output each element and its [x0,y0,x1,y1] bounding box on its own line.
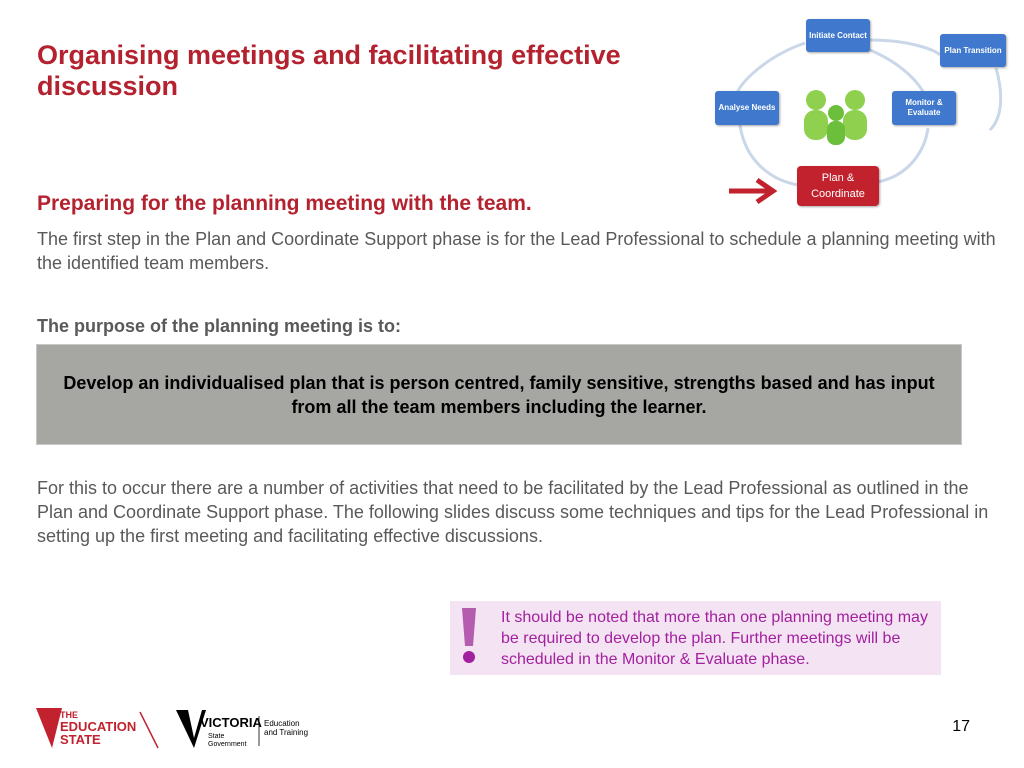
right-arrow-icon [727,176,779,206]
plan-coordinate-step: Plan & Coordinate [797,166,879,206]
body-paragraph: For this to occur there are a number of activities that need to be facilitated by the Lead Professional as outlined in the Plan and Coordinate Support phase. The following slides discuss some techniques and tips for the Lead Professional in setting up the first meeting and facilitating effective discussions. [37,478,989,546]
vic-logo-name: VICTORIA [200,715,262,730]
edu-logo-the: THE [60,710,78,720]
education-state-logo-mark [36,706,162,752]
analyse-needs-step: Analyse Needs [715,91,779,125]
victoria-government-logo [176,706,321,750]
edu-logo-education: EDUCATION [60,719,137,734]
victoria-government-logo-mark [176,706,321,750]
page-number: 17 [952,718,970,735]
note-text: It should be noted that more than one planning meeting may be required to develop the plan. Further meetings will be scheduled in the Monitor & Evaluate phase. [501,609,928,668]
people-icon [804,90,867,145]
exclamation-icon [458,604,480,666]
purpose-text: Develop an individualised plan that is person centred, family sensitive, strengths based and has input from all the team members including the learner. [63,372,935,417]
purpose-heading: The purpose of the planning meeting is to: [37,316,401,336]
purpose-callout [36,344,962,445]
dept-line-2: and Training [264,728,309,737]
monitor-evaluate-step: Monitor & Evaluate [892,91,956,125]
initiate-contact-step: Initiate Contact [806,19,870,52]
vic-logo-government: Government [208,741,247,748]
edu-logo-state: STATE [60,732,101,747]
plan-transition-step: Plan Transition [940,34,1006,67]
dept-line-1: Education [264,719,300,728]
section-subheading: Preparing for the planning meeting with the team. [37,192,532,215]
intro-paragraph: The first step in the Plan and Coordinate Support phase is for the Lead Professional to schedule a planning meeting with the identified team members. [37,229,996,273]
vic-logo-state: State [208,733,225,740]
education-state-logo [36,706,162,752]
slide-title: Organising meetings and facilitating effective discussion [37,40,621,101]
